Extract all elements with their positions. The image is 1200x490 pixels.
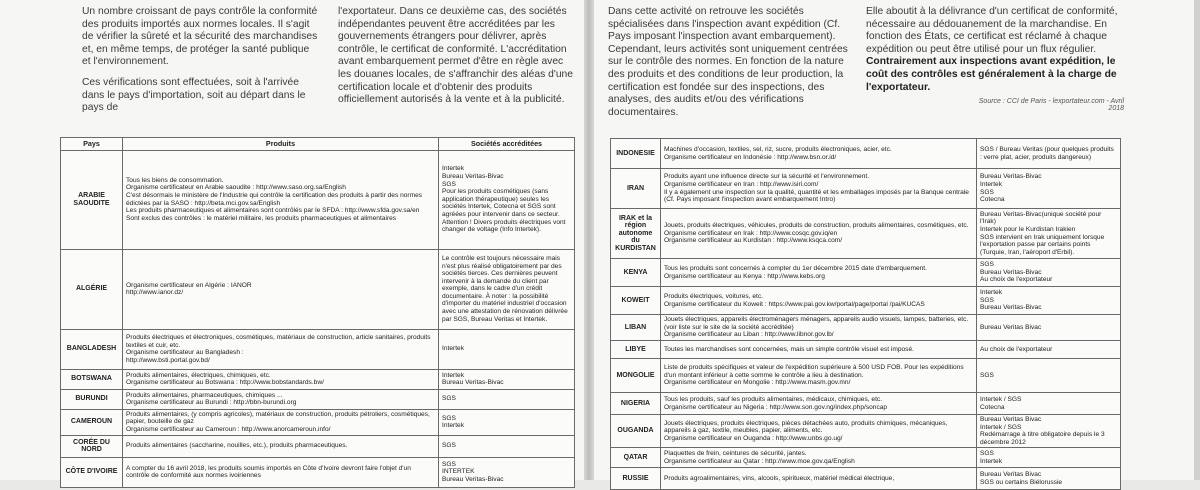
companies-cell: Bureau Veritas Bivac <box>977 315 1121 341</box>
table-row <box>611 415 1121 448</box>
right-first-column <box>608 6 848 119</box>
right-page <box>594 0 1200 486</box>
header-country: Pays <box>61 138 123 151</box>
table-row <box>611 359 1121 393</box>
country-cell: IRAN <box>611 169 661 209</box>
country-cell: BOTSWANA <box>61 369 123 389</box>
products-cell: Toutes les marchandises sont concernées, mais un simple contrôle visuel est imposé. <box>661 341 977 359</box>
table-header-row <box>61 138 575 151</box>
products-cell: A compter du 16 avril 2018, les produits soumis importés en Côte d'Ivoire devront faire l'objet d'un contrôle de conformité aux normes ivoiriennes <box>123 457 439 487</box>
products-cell: Tous les produits sont concernés à compter du 1er décembre 2015 date d'embarquement. Organisme certificateur au Kenya : http://www.kebs.org <box>661 259 977 287</box>
left-intro-column <box>82 6 320 115</box>
products-cell: Tous les produits, sauf les produits alimentaires, médicaux, chimiques, etc. Organisme certificateur au Nigeria : http://www.son.gov.ng/index.php/soncap <box>661 393 977 415</box>
left-second-paragraph: l'exportateur. Dans ce deuxième cas, des sociétés indépendantes peuvent être accréditées par les gouvernements étrangers pour délivrer, après contrôle, le certificat de conformité. L'accréditation avant embarquement permet d'être en règle avec les douanes locales, de s'affranchir des aléas d'une certification locale et d'obtenir des produits officiellement autorisés à la vente et à la publicité. <box>338 6 574 106</box>
table-row <box>61 150 575 249</box>
companies-cell: SGS Bureau Veritas-Bivac Au choix de l'exportateur <box>977 259 1121 287</box>
header-products: Produits <box>123 138 439 151</box>
left-page <box>0 0 584 483</box>
companies-cell: SGS <box>439 389 575 409</box>
products-cell: Produits ayant une influence directe sur la sécurité et l'environnement. Organisme certificateur en Iran : http://www.isiri.com/ Il y a également une inspection sur la qualité, quantité et les emballages imposés par la Banque centrale (Cf. Pays imposant l'inspection avant embarquement Intro) <box>661 169 977 209</box>
table-row <box>61 329 575 369</box>
table-row <box>611 139 1121 169</box>
companies-cell: Bureau Veritas Bivac Intertek / SGS Redémarrage à titre obligatoire depuis le 3 décembre 2012 <box>977 415 1121 448</box>
products-cell: Produits alimentaires, électriques, chimiques, etc. Organisme certificateur au Botswana : http://www.bobstandards.bw/ <box>123 369 439 389</box>
table-row <box>611 315 1121 341</box>
right-certification-table <box>610 138 1121 490</box>
companies-cell: SGS <box>977 359 1121 393</box>
left-intro-paragraph-2: Ces vérifications sont effectuées, soit à l'arrivée dans le pays d'importation, soit au départ dans le pays de <box>82 76 306 114</box>
companies-cell: Le contrôle est toujours nécessaire mais n'est plus réalisé obligatoirement par des sociétés tierces. Ces dernières peuvent intervenir à la demande du client par exemple, dans le cadre d'un crédit documentaire. À noter : la possibilité d'importer du matériel industriel d'occasion avec une attestation de rénovation délivrée par SGS, Bureau Veritas et Intertek. <box>439 249 575 329</box>
country-cell: OUGANDA <box>611 415 661 448</box>
companies-cell: Intertek SGS Bureau Veritas-Bivac <box>977 287 1121 315</box>
country-cell: NIGERIA <box>611 393 661 415</box>
companies-cell: Bureau Veritas-Bivac Intertek SGS Cotecna <box>977 169 1121 209</box>
country-cell: ARABIE SAOUDITE <box>61 150 123 249</box>
country-cell: KOWEIT <box>611 287 661 315</box>
country-cell: QATAR <box>611 448 661 468</box>
products-cell: Machines d'occasion, textiles, sel, riz, sucre, produits électroniques, acier, etc. Organisme certificateur en Indonésie : http://www.bsn.or.id/ <box>661 139 977 169</box>
country-cell: CORÉE DU NORD <box>61 435 123 457</box>
source-note: Source : CCI de Paris - lexportateur.com - Avril 2018 <box>978 98 1124 112</box>
products-cell: Produits électriques, voitures, etc. Organisme certificateur du Koweit : https://www.pai.gov.kw/portal/page/portal /pai/KUCAS <box>661 287 977 315</box>
header-companies: Sociétés accréditées <box>439 138 575 151</box>
left-certification-table <box>60 137 575 488</box>
products-cell: Produits alimentaires (saccharine, nouilles, etc.), produits pharmaceutiques. <box>123 435 439 457</box>
country-cell: CÔTE D'IVOIRE <box>61 457 123 487</box>
table-row <box>61 389 575 409</box>
companies-cell: Bureau Veritas Bivac SGS ou certains Biélorussie <box>977 468 1121 490</box>
products-cell: Produits électriques et électroniques, cosmétiques, matériaux de construction, article sanitaires, produits textiles et cuir, etc. Organisme certificateur au Bangladesh : http://www.bsti.portal.gov.bd/ <box>123 329 439 369</box>
table-row <box>611 341 1121 359</box>
products-cell: Jouets électriques, appareils électroménagers ménagers, appareils audio visuels, lampes, batteries, etc. (voir liste sur le site de la société accréditée) Organisme certificateur au Liban : http://www.libnor.gov.lb/ <box>661 315 977 341</box>
country-cell: LIBYE <box>611 341 661 359</box>
companies-cell: SGS <box>439 435 575 457</box>
companies-cell: Intertek Bureau Veritas-Bivac SGS Pour les produits cosmétiques (sans application thérapeutique) seules les sociétés Intertek, Cotecna et SGS sont agréées pour intervenir dans ce secteur. Attention ! Divers produits électriques vont changer de voltage (Info Intertek). <box>439 150 575 249</box>
table-row <box>611 448 1121 468</box>
companies-cell: SGS / Bureau Veritas (pour quelques produits : verre plat, acier, produits dangereux) <box>977 139 1121 169</box>
table-row <box>61 249 575 329</box>
table-row <box>611 169 1121 209</box>
companies-cell: SGS INTERTEK Bureau Veritas-Bivac <box>439 457 575 487</box>
products-cell: Produits agroalimentaires, vins, alcools, spiritueux, matériel médical électrique, <box>661 468 977 490</box>
companies-cell: Au choix de l'exportateur <box>977 341 1121 359</box>
country-cell: BURUNDI <box>61 389 123 409</box>
right-second-paragraph-text: Elle aboutit à la délivrance d'un certificat de conformité, nécessaire au dédouanement de la marchandise. En fonction des États, ce certificat est réclamé à chaque expédition ou peut être utilisé pour un flux régulier. <box>866 6 1118 55</box>
products-cell: Jouets, produits électriques, véhicules, produits de construction, produits alimentaires, cosmétiques, etc. Organisme certificateur en Irak : http://www.cosqc.gov.iq/en Organisme certificateur au Kurdistan : http://www.ksqca.com/ <box>661 209 977 259</box>
companies-cell: Intertek / SGS Cotecna <box>977 393 1121 415</box>
products-cell: Produits alimentaires, pharmaceutiques, chimiques ... Organisme certificateur au Burundi : http://bbn-burundi.org <box>123 389 439 409</box>
country-cell: LIBAN <box>611 315 661 341</box>
left-intro-paragraph-1: Un nombre croissant de pays contrôle la conformité des produits importés aux normes locales. Il s'agit de vérifier la sûreté et la sécurité des marchandises et, en même temps, de protéger la santé publique et l'environnement. <box>82 6 318 68</box>
country-cell: KENYA <box>611 259 661 287</box>
table-row <box>611 259 1121 287</box>
country-cell: RUSSIE <box>611 468 661 490</box>
table-row <box>611 468 1121 490</box>
table-row <box>61 457 575 487</box>
companies-cell: SGS Intertek <box>439 409 575 435</box>
companies-cell: SGS Intertek <box>977 448 1121 468</box>
table-row <box>61 409 575 435</box>
right-second-paragraph-bold: Contrairement aux inspections avant expédition, le coût des contrôles est généralement à la charge de l'exportateur. <box>866 56 1117 93</box>
right-second-paragraph <box>866 6 1122 94</box>
page-edge <box>1194 0 1200 480</box>
companies-cell: Intertek Bureau Veritas-Bivac <box>439 369 575 389</box>
table-row <box>611 209 1121 259</box>
country-cell: MONGOLIE <box>611 359 661 393</box>
products-cell: Plaquettes de frein, ceintures de sécurité, jantes. Organisme certificateur au Qatar : http://www.moe.gov.qa/English <box>661 448 977 468</box>
left-second-column <box>338 6 574 107</box>
companies-cell: Bureau Veritas-Bivac(unique société pour l'Irak) Intertek pour le Kurdistan Irakien SGS intervient en Irak uniquement lorsque l'exportation passe par certains points (Turquie, Iran, l'aéroport d'Erbil). <box>977 209 1121 259</box>
right-first-paragraph: Dans cette activité on retrouve les sociétés spécialisées dans l'inspection avant expédition (Cf. Pays imposant l'inspection avant embarquement). Cependant, leurs activités sont uniquement centrées sur le contrôle des normes. En fonction de la nature des produits et des conditions de leur production, la certification est fondée sur des inspections, des analyses, des audits et/ou des vérifications documentaires. <box>608 6 848 118</box>
page-gutter <box>584 0 594 480</box>
table-row <box>611 393 1121 415</box>
products-cell: Produits alimentaires, (y compris agricoles), matériaux de construction, produits pétroliers, cosmétiques, papier, bouteille de gaz Organisme certificateur au Cameroun : http://www.anorcameroun.info/ <box>123 409 439 435</box>
products-cell: Liste de produits spécifiques et valeur de l'expédition supérieure à 500 USD FOB. Pour les expéditions d'un montant inférieur à cette somme le contrôle a lieu à destination. Organisme certificateur en Mongolie : http://www.masm.gov.mn/ <box>661 359 977 393</box>
country-cell: INDONESIE <box>611 139 661 169</box>
country-cell: CAMEROUN <box>61 409 123 435</box>
companies-cell: Intertek <box>439 329 575 369</box>
table-row <box>61 435 575 457</box>
table-row <box>611 287 1121 315</box>
country-cell: ALGÉRIE <box>61 249 123 329</box>
table-row <box>61 369 575 389</box>
country-cell: BANGLADESH <box>61 329 123 369</box>
products-cell: Tous les biens de consommation. Organisme certificateur en Arabie saoudite : http://www.saso.org.sa/English C'est désormais le ministère de l'Industrie qui contrôle la certification des produits à partir des normes édictées par la SASO : http://beta.mci.gov.sa/English Les produits pharmaceutiques et alimentaires sont contrôlés par le SFDA : http://www.sfda.gov.sa/en Sont exclus des contrôles : le matériel militaire, les produits pharmaceutiques et alimentaires <box>123 150 439 249</box>
products-cell: Jouets électriques, produits électriques, pièces détachées auto, produits chimiques, mécaniques, appareils à gaz, textile, meubles, papier, aliments, etc. Organisme certificateur en Ouganda : http://www.unbs.go.ug/ <box>661 415 977 448</box>
right-second-column <box>866 6 1122 94</box>
products-cell: Organisme certificateur en Algérie : IANOR http://www.ianor.dz/ <box>123 249 439 329</box>
country-cell: IRAK et la région autonome du KURDISTAN <box>611 209 661 259</box>
